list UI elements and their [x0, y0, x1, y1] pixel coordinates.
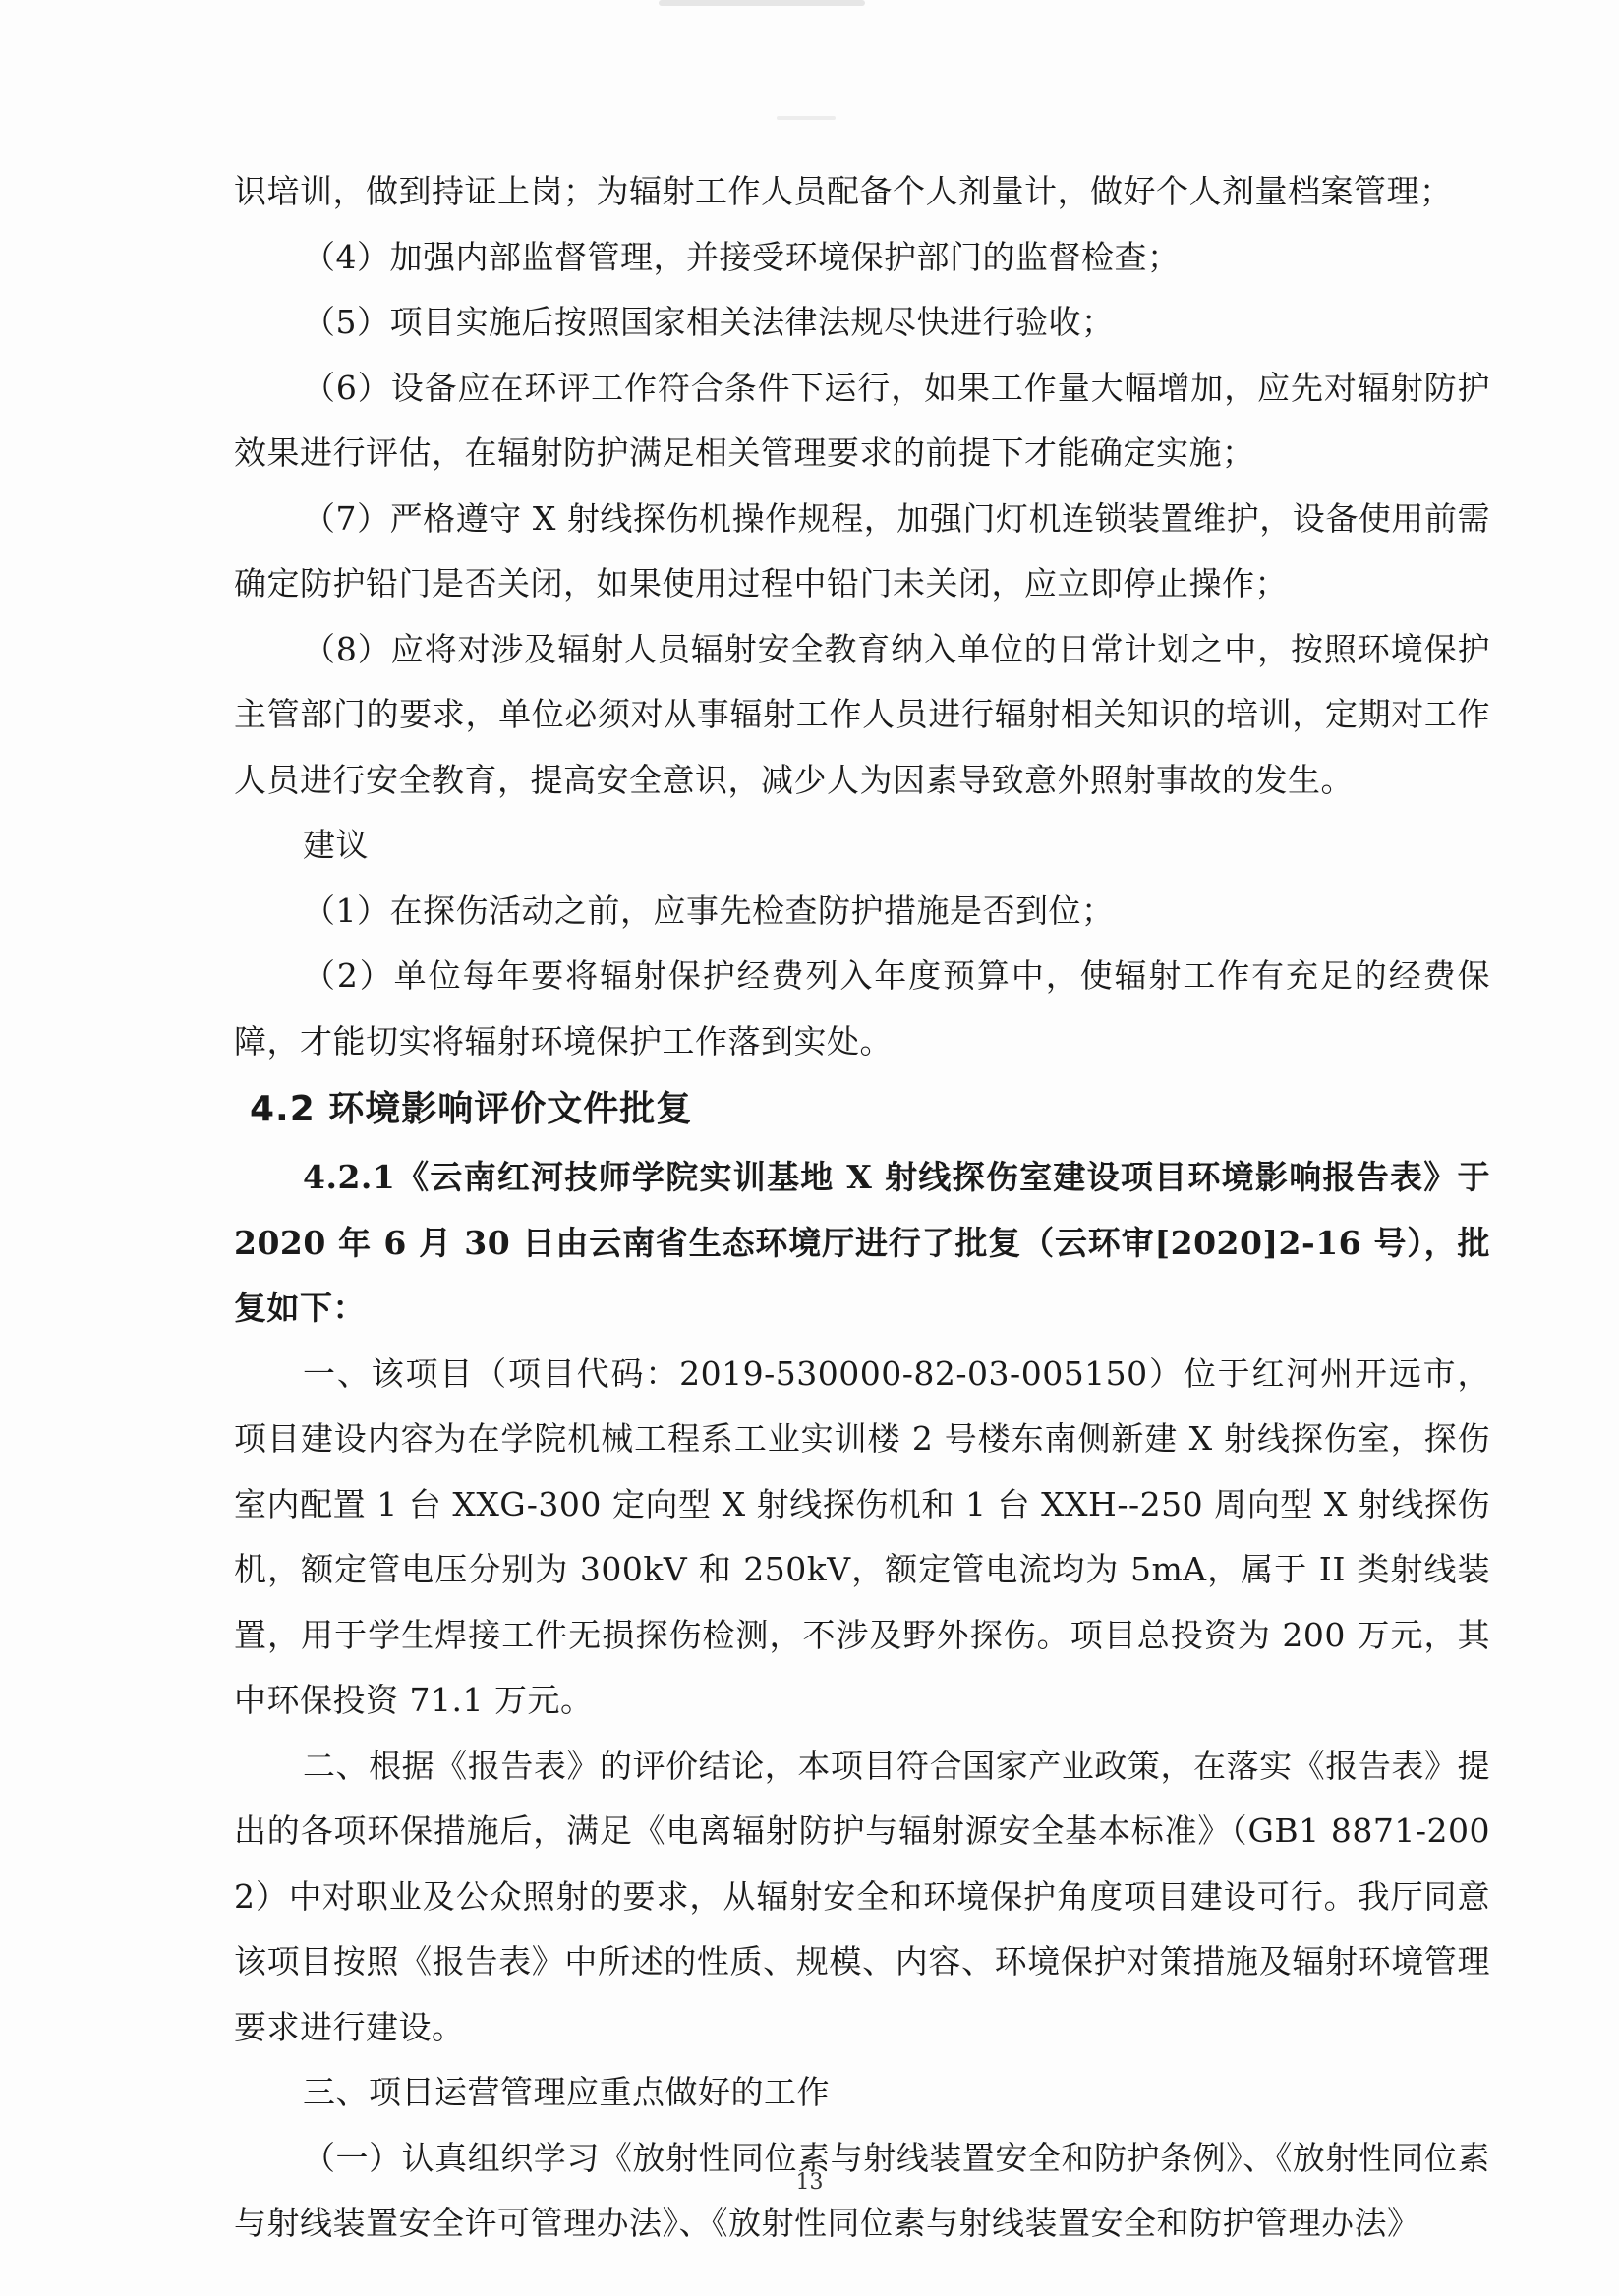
paragraph: 一、该项目（项目代码：2019-530000-82-03-005150）位于红河州开远市，项目建设内容为在学院机械工程系工业实训楼 2 号楼东南侧新建 X 射线探伤室，探伤室内配置 1 台 XXG-300 定向型 X 射线探伤机和 1 台 XXH--250 周向型 X 射线探伤机，额定管电压分别为 300kV 和 250kV，额定管电流均为 5mA，属于 II 类射线装置，用于学生焊接工件无损探伤检测，不涉及野外探伤。项目总投资为 200 万元，其中环保投资 71.1 万元。 [234, 1353, 1490, 1719]
paragraph: （一）认真组织学习《放射性同位素与射线装置安全和防护条例》、《放射性同位素与射线装置安全许可管理办法》、《放射性同位素与射线装置安全和防护管理办法》 [234, 2138, 1490, 2242]
paragraph: （7）严格遵守 X 射线探伤机操作规程，加强门灯机连锁装置维护，设备使用前需确定防护铅门是否关闭，如果使用过程中铅门未关闭，应立即停止操作； [234, 498, 1490, 603]
paragraph: （4）加强内部监督管理，并接受环境保护部门的监督检查； [303, 237, 1181, 276]
section-heading: 4.2 环境影响评价文件批复 [250, 1089, 693, 1129]
paragraph: 建议 [303, 826, 369, 864]
paragraph: 4.2.1《云南红河技师学院实训基地 X 射线探伤室建设项目环境影响报告表》于 2020 年 6 月 30 日由云南省生态环境厅进行了批复（云环审[2020]2-16 号），批复如下： [234, 1158, 1490, 1327]
paragraph: 三、项目运营管理应重点做好的工作 [303, 2073, 830, 2111]
paragraph: （5）项目实施后按照国家相关法律法规尽快进行验收； [303, 303, 1115, 341]
scan-artifact [777, 116, 836, 120]
paragraph: 二、根据《报告表》的评价结论，本项目符合国家产业政策，在落实《报告表》提出的各项环保措施后，满足《电离辐射防护与辐射源安全基本标准》（GB1 8871-2002）中对职业及公众照射的要求，从辐射安全和环境保护角度项目建设可行。我厅同意该项目按照《报告表》中所述的性质、规模、内容、环境保护对策措施及辐射环境管理要求进行建设。 [234, 1746, 1490, 2046]
paragraph: （6）设备应在环评工作符合条件下运行，如果工作量大幅增加，应先对辐射防护效果进行评估，在辐射防护满足相关管理要求的前提下才能确定实施； [234, 368, 1490, 472]
paragraph: （1）在探伤活动之前，应事先检查防护措施是否到位； [303, 890, 1115, 930]
paragraph: 识培训，做到持证上岗；为辐射工作人员配备个人剂量计，做好个人剂量档案管理； [234, 172, 1453, 210]
paragraph: （8）应将对涉及辐射人员辐射安全教育纳入单位的日常计划之中，按照环境保护主管部门的要求，单位必须对从事辐射工作人员进行辐射相关知识的培训，定期对工作人员进行安全教育，提高安全意识，减少人为因素导致意外照射事故的发生。 [234, 629, 1490, 799]
scan-artifact [659, 0, 865, 6]
paragraph: （2）单位每年要将辐射保护经费列入年度预算中，使辐射工作有充足的经费保障，才能切实将辐射环境保护工作落到实处。 [234, 956, 1490, 1061]
page-number: 13 [795, 2170, 824, 2195]
document-body [234, 159, 1490, 2257]
